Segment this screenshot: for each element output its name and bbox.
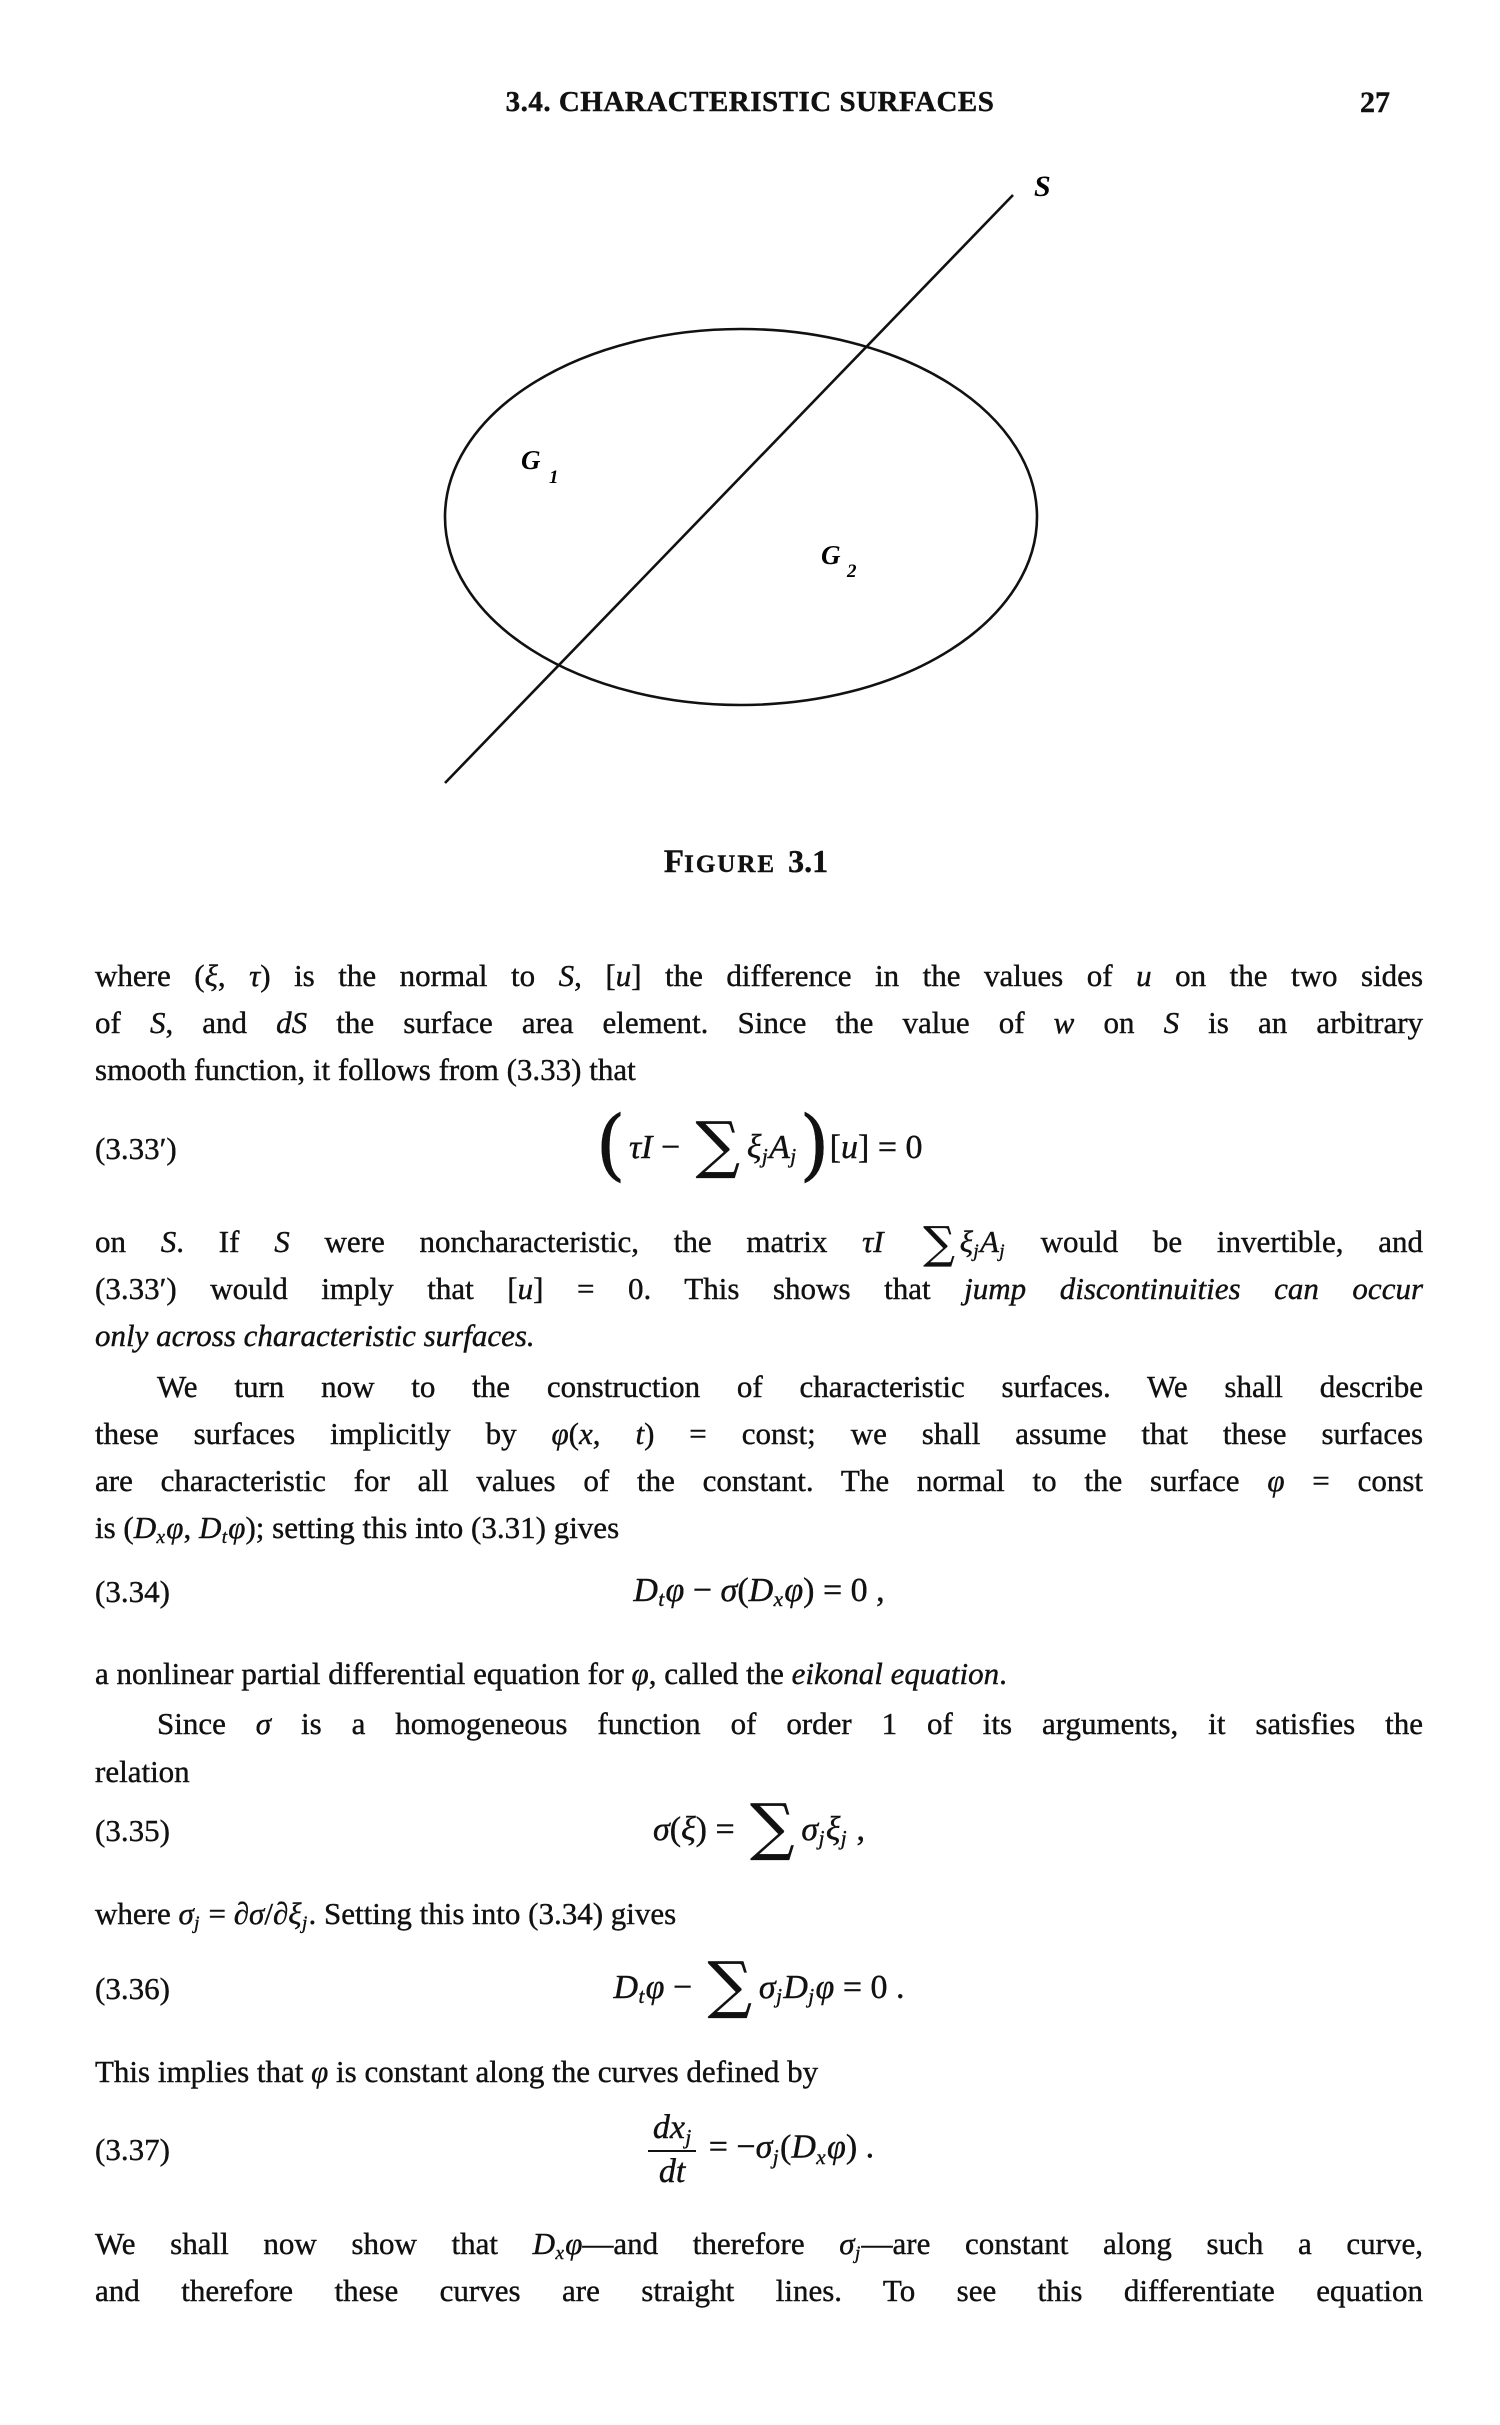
text-segment: j [854, 2243, 861, 2265]
text-line [95, 1890, 1423, 1937]
text-segment: , [592, 1416, 636, 1451]
equation-3-35 [95, 1790, 1423, 1872]
text-segment: D [133, 1510, 157, 1545]
text-line [95, 1504, 1423, 1551]
text-segment: were noncharacteristic, the matrix [289, 1224, 863, 1259]
text-segment: x [555, 2243, 564, 2265]
text-segment: ∑ [695, 1107, 740, 1181]
text-segment: D [613, 1968, 639, 2006]
text-segment: A [979, 1224, 999, 1259]
text-segment: and therefore these curves are straight lines. To see this differentiate equation [95, 2273, 1423, 2308]
text-segment: σ [839, 2226, 855, 2261]
equation-3-37 [95, 2100, 1423, 2200]
text-segment: ∑ [923, 1218, 955, 1269]
figure-caption [0, 843, 1492, 881]
text-segment: ξ [825, 1810, 841, 1848]
text-segment: t [635, 1416, 645, 1451]
text-segment: , [217, 958, 250, 993]
text-segment: are characteristic for all values of the constant. The normal to the surface [95, 1463, 1268, 1498]
text-segment: − [684, 1571, 721, 1609]
text-segment: σ [652, 1810, 670, 1848]
text-segment: I [641, 1128, 653, 1166]
text-segment: φ [565, 2226, 583, 2261]
text-segment: ) = [695, 1810, 744, 1848]
text-segment: on [1074, 1005, 1164, 1040]
equation-body [595, 1099, 923, 1190]
text-segment: D [783, 1968, 808, 2006]
text-segment: u [1136, 958, 1152, 993]
text-segment: φ [1267, 1463, 1285, 1498]
figure-3-1 [420, 140, 1080, 800]
text-segment: S [1163, 1005, 1180, 1040]
text-segment [884, 1224, 919, 1259]
text-segment: , [848, 1810, 866, 1848]
text-segment: j [808, 1984, 815, 2009]
text-segment: D [748, 1571, 774, 1609]
text-segment: u [841, 1128, 858, 1166]
text-segment: where ( [95, 958, 205, 993]
label-G2-sub: 2 [847, 561, 857, 582]
text-line [95, 1265, 1423, 1312]
text-segment: ] = 0. This shows that [533, 1271, 965, 1306]
text-segment: S [558, 958, 575, 993]
text-segment: ); setting this into (3.31) gives [245, 1510, 620, 1545]
text-segment: on the two sides [1151, 958, 1424, 993]
text-segment: ξ [681, 1810, 696, 1848]
text-segment: τ [862, 1224, 874, 1259]
text-line [95, 2048, 1423, 2095]
text-segment: S [160, 1224, 177, 1259]
equation-tag: (3.37) [95, 2132, 170, 2167]
text-segment: j [999, 1241, 1005, 1263]
text-segment: t [221, 1527, 228, 1549]
text-segment: φ [827, 2128, 846, 2166]
text-segment: dx [652, 2109, 685, 2147]
caption-initial: F [663, 844, 685, 880]
text-segment: φ [784, 1571, 804, 1609]
text-segment: j [973, 1241, 979, 1263]
text-segment: = ∂ [200, 1896, 250, 1931]
text-segment: Since [157, 1706, 256, 1741]
page-number: 27 [1360, 86, 1390, 119]
text-segment: σ [720, 1571, 738, 1609]
text-segment: would be invertible, and [1005, 1224, 1424, 1259]
text-segment: . Setting this into (3.34) gives [308, 1896, 677, 1931]
text-segment: S [149, 1005, 166, 1040]
text-segment: j [840, 1826, 847, 1851]
text-segment: x [578, 1416, 593, 1451]
text-segment: of [95, 1005, 150, 1040]
text-segment: A [769, 1128, 790, 1166]
text-segment: is constant along the curves defined by [328, 2054, 819, 2089]
text-line [95, 1312, 1423, 1359]
text-segment: ) = 0 , [803, 1571, 885, 1609]
text-segment: dt [658, 2153, 686, 2191]
text-segment: u [517, 1271, 534, 1306]
text-segment: S [274, 1224, 290, 1259]
text-segment: ξ [959, 1224, 974, 1259]
text-segment: − [652, 1128, 689, 1166]
text-segment: . If [176, 1224, 275, 1259]
text-segment: is an arbitrary [1179, 1005, 1424, 1040]
text-segment: j [301, 1913, 308, 1935]
equation-3-36 [95, 1947, 1423, 2025]
text-segment: ∑ [707, 1947, 752, 2021]
text-segment: x [156, 1527, 166, 1549]
text-segment: t [658, 1587, 665, 1612]
text-segment: [ [829, 1128, 841, 1166]
caption-number: 3.1 [788, 843, 829, 879]
text-segment: these surfaces implicitly by [95, 1416, 552, 1451]
text-segment: τ [249, 958, 261, 993]
text-segment: σ [758, 1968, 776, 2006]
text-segment: w [1053, 1005, 1075, 1040]
text-segment: − [664, 1968, 701, 2006]
text-segment: ) [799, 1099, 830, 1190]
text-segment: only across characteristic surfaces. [95, 1318, 535, 1353]
text-segment: , [ [574, 958, 616, 993]
text-segment: This implies that [95, 2054, 312, 2089]
text-segment: σ [255, 1706, 272, 1741]
text-segment: /∂ [264, 1896, 289, 1931]
text-segment: ] = 0 [858, 1128, 923, 1166]
label-S: S [1034, 170, 1051, 203]
text-segment: ξ [204, 958, 218, 993]
text-segment: dS [276, 1005, 308, 1040]
text-line [95, 1748, 1423, 1795]
text-segment: j [194, 1913, 200, 1935]
label-G2: G [821, 540, 841, 570]
text-segment: σ [249, 1896, 265, 1931]
text-segment: is ( [95, 1510, 134, 1545]
text-segment: σ [801, 1810, 819, 1848]
text-segment: x [773, 1587, 783, 1612]
text-segment: σ [755, 2128, 773, 2166]
domain-ellipse [445, 329, 1037, 705]
text-segment: is a homogeneous function of order 1 of its arguments, it satisfies the [271, 1706, 1424, 1741]
text-segment: —and therefore [582, 2226, 840, 2261]
text-segment: on [95, 1224, 161, 1259]
equation-body [644, 2110, 874, 2190]
text-segment: j [772, 2144, 779, 2169]
text-segment: j [776, 1984, 782, 2009]
text-segment: j [685, 2125, 692, 2150]
equation-body [633, 1571, 885, 1612]
fraction [648, 2110, 696, 2190]
text-line [95, 952, 1423, 999]
text-segment: σ [178, 1896, 194, 1931]
text-segment: j [818, 1826, 825, 1851]
text-segment: , [183, 1510, 199, 1545]
text-segment: ( [568, 1416, 579, 1451]
text-segment: ) is the normal to [260, 958, 559, 993]
text-segment: = − [700, 2128, 756, 2166]
surface-line-S [445, 195, 1013, 783]
text-segment: ( [737, 1571, 749, 1609]
text-segment: ) = const; we shall assume that these surfaces [644, 1416, 1424, 1451]
text-segment: ∑ [750, 1789, 795, 1863]
text-segment: , called the [648, 1656, 792, 1691]
equation-3-33-prime [95, 1099, 1423, 1195]
equation-tag: (3.34) [95, 1574, 170, 1609]
text-segment: u [615, 958, 632, 993]
text-segment: ] the difference in the values of [631, 958, 1137, 993]
text-segment: ) . [845, 2128, 875, 2166]
equation-tag: (3.35) [95, 1813, 170, 1848]
text-segment: eikonal equation [791, 1656, 1000, 1691]
text-line [95, 2267, 1423, 2314]
text-segment: ( [595, 1099, 626, 1190]
text-segment: D [633, 1571, 658, 1609]
text-segment: D [791, 2128, 816, 2166]
text-segment: We turn now to the construction of characteristic surfaces. We shall describe [157, 1369, 1423, 1404]
text-segment: D [198, 1510, 222, 1545]
text-line [95, 1457, 1423, 1504]
text-segment: φ [228, 1510, 246, 1545]
text-segment: x [816, 2144, 826, 2169]
text-segment: the surface area element. Since the value of [307, 1005, 1054, 1040]
text-segment: = 0 . [834, 1968, 905, 2006]
label-G1-sub: 1 [549, 467, 559, 488]
text-segment: φ [551, 1416, 569, 1451]
text-line [95, 1363, 1423, 1410]
text-line [95, 1410, 1423, 1457]
text-line [95, 1700, 1423, 1747]
text-segment: t [638, 1984, 645, 2009]
text-line [95, 1650, 1423, 1697]
text-segment: ( [779, 2128, 792, 2166]
equation-body [613, 1947, 905, 2021]
label-G1: G [521, 445, 541, 475]
text-segment: φ [166, 1510, 184, 1545]
text-segment: We shall now show that [95, 2226, 533, 2261]
text-line [95, 1046, 1423, 1093]
text-segment: D [532, 2226, 556, 2261]
text-segment: jump discontinuities can occur [964, 1271, 1424, 1306]
text-segment: φ [815, 1968, 835, 2006]
text-segment: I [873, 1224, 884, 1259]
text-segment: φ [645, 1968, 665, 2006]
equation-tag: (3.36) [95, 1971, 170, 2006]
text-segment: ξ [746, 1128, 762, 1166]
equation-tag: (3.33′) [95, 1131, 177, 1166]
text-segment: , and [165, 1005, 277, 1040]
text-segment: (3.33′) would imply that [ [95, 1271, 518, 1306]
text-segment: where [95, 1896, 179, 1931]
equation-body [652, 1789, 866, 1863]
text-line [95, 1218, 1424, 1269]
text-segment: ( [669, 1810, 682, 1848]
text-segment: φ [311, 2054, 329, 2089]
text-segment: j [761, 1144, 768, 1169]
equation-3-34 [95, 1563, 1423, 1621]
text-segment: φ [631, 1656, 649, 1691]
caption-word: IGURE [684, 851, 777, 878]
text-segment: smooth function, it follows from (3.33) that [95, 1052, 636, 1087]
text-segment: relation [95, 1754, 190, 1789]
text-segment: —are constant along such a curve, [861, 2226, 1423, 2261]
text-line [95, 999, 1423, 1046]
text-segment: = const [1284, 1463, 1424, 1498]
text-segment: ξ [288, 1896, 302, 1931]
text-segment: φ [665, 1571, 685, 1609]
text-line [95, 2220, 1423, 2267]
text-segment: j [790, 1144, 797, 1169]
text-segment: a nonlinear partial differential equation for [95, 1656, 632, 1691]
text-segment: τ [628, 1128, 642, 1166]
running-header: 3.4. CHARACTERISTIC SURFACES [505, 86, 995, 118]
text-segment: . [999, 1656, 1007, 1691]
